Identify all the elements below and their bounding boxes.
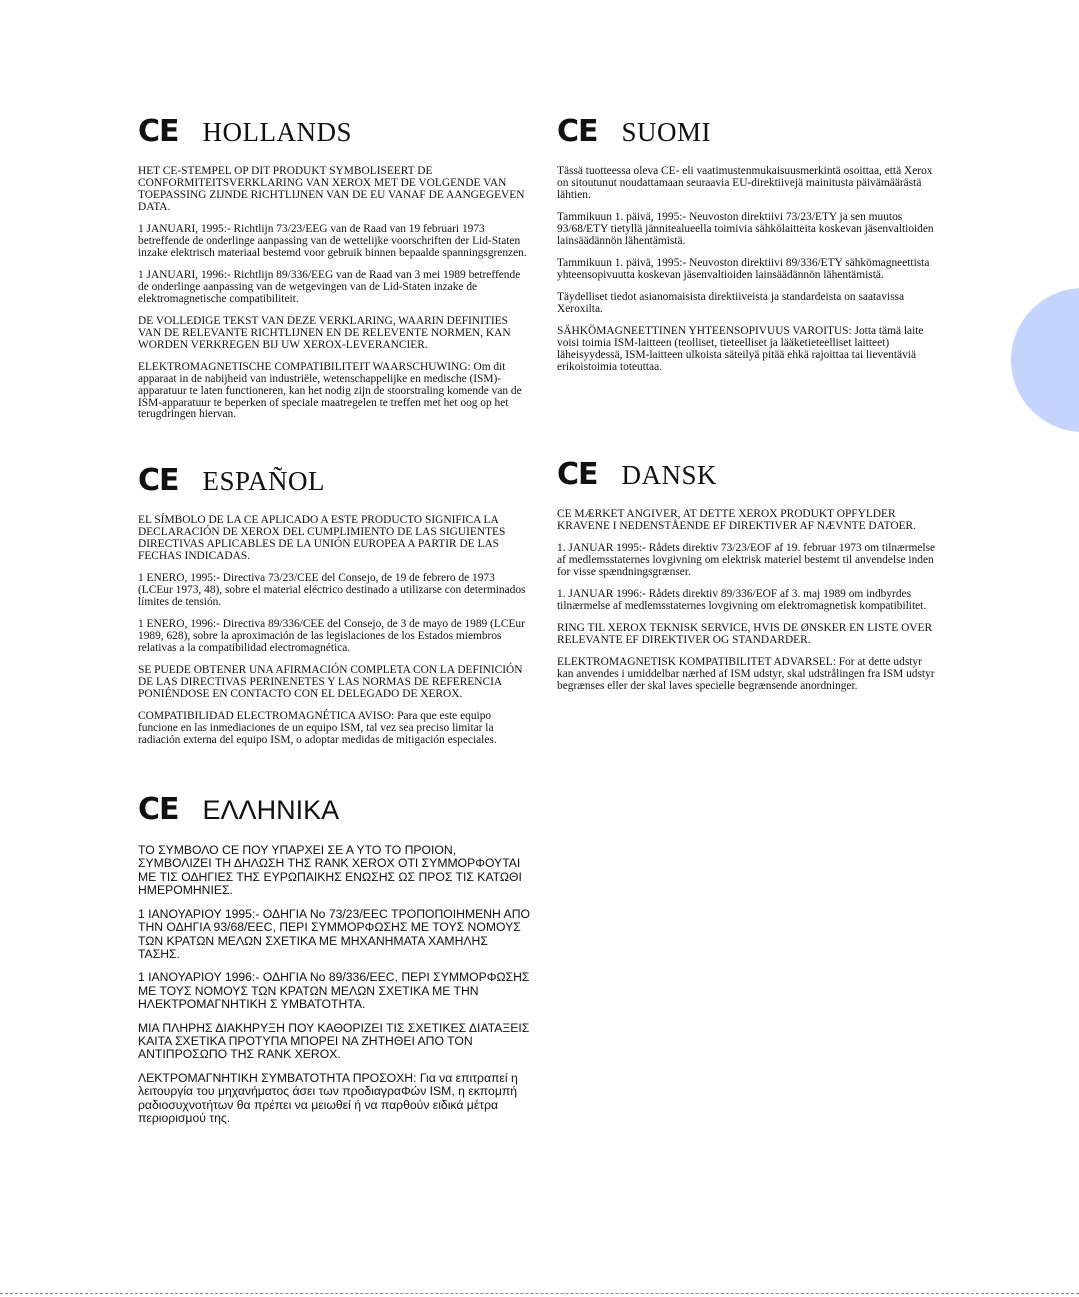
section-hollands bbox=[138, 112, 532, 431]
section-title: SUOMI bbox=[621, 116, 712, 147]
section-espanol bbox=[138, 461, 532, 757]
ce-mark-logo: CE bbox=[138, 463, 179, 498]
paragraph: RING TIL XEROX TEKNISK SERVICE, HVIS DE ØNSKER EN LISTE OVER RELEVANTE EF DIREKTIVER OG STANDARDER. bbox=[557, 621, 933, 646]
paragraph: 1 ΙΑΝΟΥΑΡΙΟΥ 1996:- ΟΔΗΓΙΑ Νο 89/336/ΕΕC, ΠΕΡΙ ΣΥΜΜΟΡΦΩΣΗΣ ΜΕ ΤΟΥΣ ΝΟΜΟΥΣ ΤΩΝ ΚΡΑΤΩΝ ΜΕΛΩΝ ΣΧΕΤΙΚΑ ΜΕ ΤΗΝ ΗΛΕΚΤΡΟΜΑΓΝΗΤΙΚΗ Σ ΥΜΒΑΤΟΤΗΤΑ. bbox=[138, 970, 530, 1012]
paragraph: SE PUEDE OBTENER UNA AFIRMACIÓN COMPLETA CON LA DEFINICIÓN DE LAS DIRECTIVAS PERINENETES Y LAS NORMAS DE REFERENCIA PONIÉNDOSE EN CONTACTO CON EL DELEGADO DE XEROX. bbox=[138, 663, 523, 700]
section-title: ESPAÑOL bbox=[202, 465, 326, 496]
paragraph: DE VOLLEDIGE TEKST VAN DEZE VERKLARING, WAARIN DEFINITIES VAN DE RELEVANTE RICHTLIJNEN EN DE RELEVENTE NORMEN, KAN WORDEN VERKREGEN BIJ UW XEROX-LEVERANCIER. bbox=[138, 314, 511, 351]
paragraph: 1 JANUARI, 1996:- Richtlijn 89/336/EEG van de Raad van 3 mei 1989 betreffende de onderlinge aanpassing van de wetgevingen van de Lid-Staten inzake de elektromagnetische compatibiliteit. bbox=[138, 268, 521, 305]
section-heading bbox=[138, 790, 532, 830]
paragraph: ΛΕΚΤΡΟΜΑΓΝΗΤΙΚΗ ΣΥΜΒΑΤΟΤΗΤΑ ΠΡΟΣΟΧΗ: Για να επιτραπεί η λειτουργία του μηχανήματος άσει των προδιαγραΦών ISM, η εκπομπή ραδιοσυχνοτήτων θα πρέπει να μειωθεί ή να παρθούν ειδικά μέτρα περιορισμού της. bbox=[138, 1070, 518, 1126]
ce-mark-logo: CE bbox=[557, 457, 598, 492]
paragraph: EL SÍMBOLO DE LA CE APLICADO A ESTE PRODUCTO SIGNIFICA LA DECLARACIÓN DE XEROX DEL CUMPLIMIENTO DE LAS SIGUIENTES DIRECTIVAS APLICABLES DE LA UNIÓN EUROPEA A PARTIR DE LAS FECHAS INDICADAS. bbox=[138, 514, 506, 562]
ce-mark-logo: CE bbox=[138, 114, 179, 149]
section-title: ΕΛΛΗΝΙΚΑ bbox=[202, 794, 340, 825]
ce-mark-logo: CE bbox=[557, 114, 598, 149]
paragraph: HET CE-STEMPEL OP DIT PRODUKT SYMBOLISEERT DE CONFORMITEITSVERKLARING VAN XEROX MET DE VOLGENDE VAN TOEPASSING ZIJNDE RICHTLIJNEN VAN DE EU VANAF DE AANGEGEVEN DATA. bbox=[138, 165, 525, 213]
paragraph: Tammikuun 1. päivä, 1995:- Neuvoston direktiivi 89/336/ETY sähkömagneettista yhteensopivuutta koskevan jäsenvaltioiden lainsäädännön lähentämistä. bbox=[557, 256, 930, 281]
paragraph: 1. JANUAR 1995:- Rådets direktiv 73/23/EOF af 19. februar 1973 om tilnærmelse af medlemsstaternes lovgivning om elektrisk materiel bestemt til anvendelse inden for visse spændningsgrænser. bbox=[557, 541, 936, 578]
chapter-tab bbox=[1011, 288, 1079, 432]
section-dansk bbox=[557, 455, 941, 703]
paragraph: Tammikuun 1. päivä, 1995:- Neuvoston direktiivi 73/23/ETY ja sen muutos 93/68/ETY tietyllä jännitealueella toimivia sähkölaitteita koskevan jäsenvaltioiden lainsäädännön lähentämistä. bbox=[557, 210, 934, 247]
section-ellinika bbox=[138, 790, 532, 1136]
paragraph: 1 ENERO, 1996:- Directiva 89/336/CEE del Consejo, de 3 de mayo de 1989 (LCEur 1989, 628), sobre la aproximación de las legislaciones de los Estados miembros relativas a la compatibilidad electromagnética. bbox=[138, 617, 525, 654]
paragraph: COMPATIBILIDAD ELECTROMAGNÉTICA AVISO: Para que este equipo funcione en las inmediaciones de un equipo ISM, tal vez sea preciso limitar la radiación externa del equipo ISM, o adoptar medidas de mitigación especiales. bbox=[138, 709, 497, 746]
section-heading bbox=[557, 112, 941, 152]
paragraph: CE MÆRKET ANGIVER, AT DETTE XEROX PRODUKT OPFYLDER KRAVENE I NEDENSTÅENDE EF DIREKTIVER AF NÆVNTE DATOER. bbox=[557, 508, 917, 532]
paragraph: ELEKTROMAGNETISCHE COMPATIBILITEIT WAARSCHUWING: Om dit apparaat in de nabijheid van industriële, wetenschappelijke en medische (ISM)-apparatuur te laten functioneren, kan het nodig zijn de stoorstraling komende van de ISM-apparatuur te beperken of speciale maatregelen te treffen met het oog op het terugdringen hiervan. bbox=[138, 360, 522, 421]
section-heading bbox=[557, 455, 941, 495]
paragraph: 1 ENERO, 1995:- Directiva 73/23/CEE del Consejo, de 19 de febrero de 1973 (LCEur 1973, 48), sobre el material eléctrico destinado a utilizarse con determinados límites de tensión. bbox=[138, 571, 526, 608]
paragraph: SÄHKÖMAGNEETTINEN YHTEENSOPIVUUS VAROITUS: Jotta tämä laite voisi toimia ISM-laitteen (teolliset, tieteelliset ja lääketieteelliset laitteet) läheisyydessä, ISM-laitteen ulkoista säteilyä pitää ehkä rajoittaa tai lieventäviä erikoistoimia toteuttaa. bbox=[557, 324, 924, 373]
paragraph: ELEKTROMAGNETISK KOMPATIBILITET ADVARSEL: For at dette udstyr kan anvendes i umiddelbar nærhed af ISM udstyr, skal udstrålingen fra ISM udstyr begrænses eller der skal laves specielle begrænsende anordninger. bbox=[557, 655, 935, 692]
section-suomi bbox=[557, 112, 941, 384]
paragraph: ΜΙΑ ΠΛΗΡΗΣ ΔΙΑΚΗΡΥΞΗ ΠΟΥ ΚΑΘΟΡΙΖΕΙ ΤΙΣ ΣΧΕΤΙΚΕΣ ΔΙΑΤΑΞΕΙΣ ΚΑΙΤΑ ΣΧΕΤΙΚΑ ΠΡΟΤΥΠΑ ΜΠΟΡΕΙ ΝΑ ΖΗΤΗΘΕΙ ΑΠΟ ΤΟΝ ΑΝΤΙΠΡΟΣΩΠΟ ΤΗΣ RANK XEROX. bbox=[138, 1020, 530, 1062]
paragraph: Täydelliset tiedot asianomaisista direktiiveista ja standardeista on saatavissa Xeroxilta. bbox=[557, 290, 904, 315]
page-bottom-rule bbox=[0, 1293, 1079, 1294]
section-heading bbox=[138, 461, 532, 501]
paragraph: Tässä tuotteessa oleva CE- eli vaatimustenmukaisuusmerkintä osoittaa, että Xerox on sitoutunut noudattamaan seuraavia EU-direktiivejä mainitusta päivämäärästä lähtien. bbox=[557, 165, 933, 201]
paragraph: ΤΟ ΣΥΜΒΟΛΟ CE ΠΟΥ ΥΠΑΡΧΕΙ ΣΕ Α ΥΤΟ ΤΟ ΠΡΟΙΟΝ, ΣΥΜΒΟΛΙΖΕΙ ΤΗ ΔΗΛΩΣΗ ΤΗΣ RANK XEROX ΟΤΙ ΣΥΜΜΟΡΦΟΥΤΑΙ ΜΕ ΤΙΣ ΟΔΗΓΙΕΣ ΤΗΣ ΕΥΡΩΠΑΙΚΗΣ ΕΝΩΣΗΣ ΩΣ ΠΡΟΣ ΤΙΣ ΚΑΤΩΘΙ ΗΜΕΡΟΜΗΝΙΕΣ. bbox=[138, 843, 522, 898]
section-title: HOLLANDS bbox=[202, 116, 353, 147]
ce-mark-logo: CE bbox=[138, 792, 179, 827]
paragraph: 1 JANUARI, 1995:- Richtlijn 73/23/EEG van de Raad van 19 februari 1973 betreffende de onderlinge aanpassing van de wettelijke voorschriften der Lid-Staten inzake elektrisch materiaal bestemd voor gebruik binnen bepaalde spanningsgrenzen. bbox=[138, 222, 527, 259]
section-heading bbox=[138, 112, 532, 152]
paragraph: 1. JANUAR 1996:- Rådets direktiv 89/336/EOF af 3. maj 1989 om indbyrdes tilnærmelse af medlemsstaternes lovgivning om elektromagnetisk kompatibilitet. bbox=[557, 587, 927, 612]
paragraph: 1 ΙΑΝΟΥΑΡΙΟΥ 1995:- ΟΔΗΓΙΑ Νο 73/23/ΕΕC ΤΡΟΠΟΠΟΙΗΜΕΝΗ ΑΠΟ ΤΗΝ ΟΔΗΓΙΑ 93/68/ΕΕC, ΠΕΡΙ ΣΥΜΜΟΡΦΩΣΗΣ ΜΕ ΤΟΥΣ ΝΟΜΟΥΣ ΤΩΝ ΚΡΑΤΩΝ ΜΕΛΩΝ ΣΧΕΤΙΚΑ ΜΕ ΜΗΧΑΝΗΜΑΤΑ ΧΑΜΗΛΗΣ ΤΑΣΗΣ. bbox=[138, 906, 530, 961]
section-title: DANSK bbox=[621, 459, 718, 490]
